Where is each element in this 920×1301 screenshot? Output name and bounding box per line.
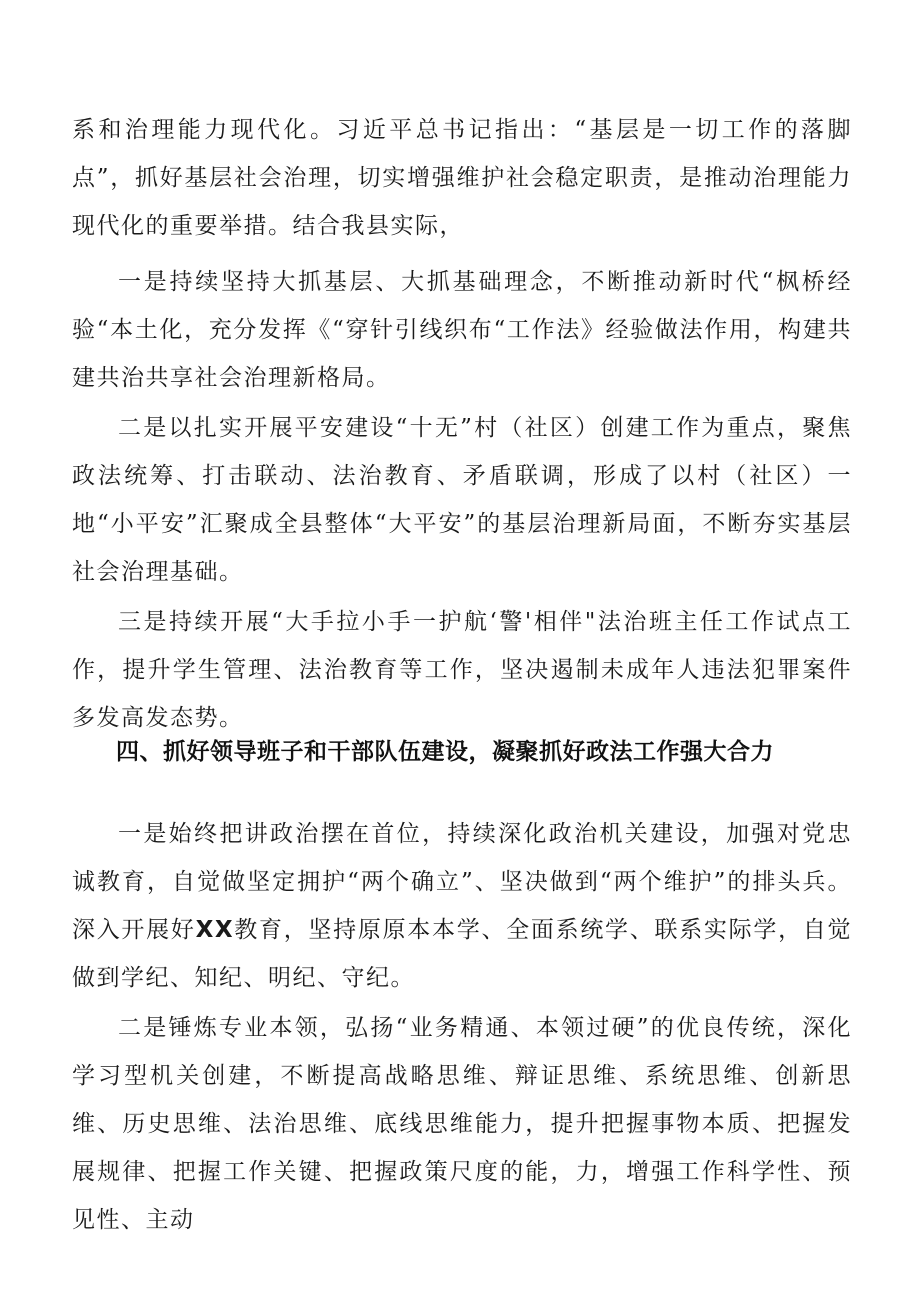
paragraph-text-part: 教育，坚持原原本本学、全面系统学、联系实际学，自觉做到学纪、知纪、明纪、守纪。 bbox=[72, 917, 853, 991]
paragraph-text-part: 一是始终把讲政治摆在首位，持续深化政治机关建设，加强对党忠诚教育，自觉做坚定拥护“两个确立”、坚决做到“两个维护”的排头兵。深入开展好 bbox=[72, 821, 852, 943]
paragraph-item-2: 二是以扎实开展平安建设“十无”村（社区）创建工作为重点，聚焦政法统筹、打击联动、法治教育、矛盾联调，形成了以村（社区）一地“小平安”汇聚成全县整体“大平安”的基层治理新局面，不断夯实基层社会治理基础。 bbox=[72, 415, 852, 585]
paragraph-item-1: 一是持续坚持大抓基层、大抓基础理念，不断推动新时代“枫桥经验“本土化，充分发挥《“穿针引线织布“工作法》经验做法作用，构建共建共治共享社会治理新格局。 bbox=[72, 269, 852, 391]
section-heading: 四、抓好领导班子和干部队伍建设，凝聚抓好政法工作强大合力 bbox=[116, 739, 774, 765]
paragraph-item-3: 三是持续开展“大手拉小手一护航‘警'相伴"法治班主任工作试点工作，提升学生管理、法治教育等工作，坚决遏制未成年人违法犯罪案件多发高发态势。 bbox=[72, 609, 852, 731]
paragraph-intro: 系和治理能力现代化。习近平总书记指出：“基层是一切工作的落脚点”，抓好基层社会治理，切实增强维护社会稳定职责，是推动治理能力现代化的重要举措。结合我县实际， bbox=[72, 117, 852, 239]
placeholder-bold-text: XX bbox=[195, 917, 235, 943]
paragraph-section4-item-2: 二是锤炼专业本领，弘扬“业务精通、本领过硬”的优良传统，深化学习型机关创建，不断提高战略思维、辩证思维、系统思维、创新思维、历史思维、法治思维、底线思维能力，提升把握事物本质、把握发展规律、把握工作关键、把握政策尺度的能，力，增强工作科学性、预见性、主动 bbox=[72, 1015, 852, 1233]
paragraph-section4-item-1 bbox=[72, 810, 852, 1002]
